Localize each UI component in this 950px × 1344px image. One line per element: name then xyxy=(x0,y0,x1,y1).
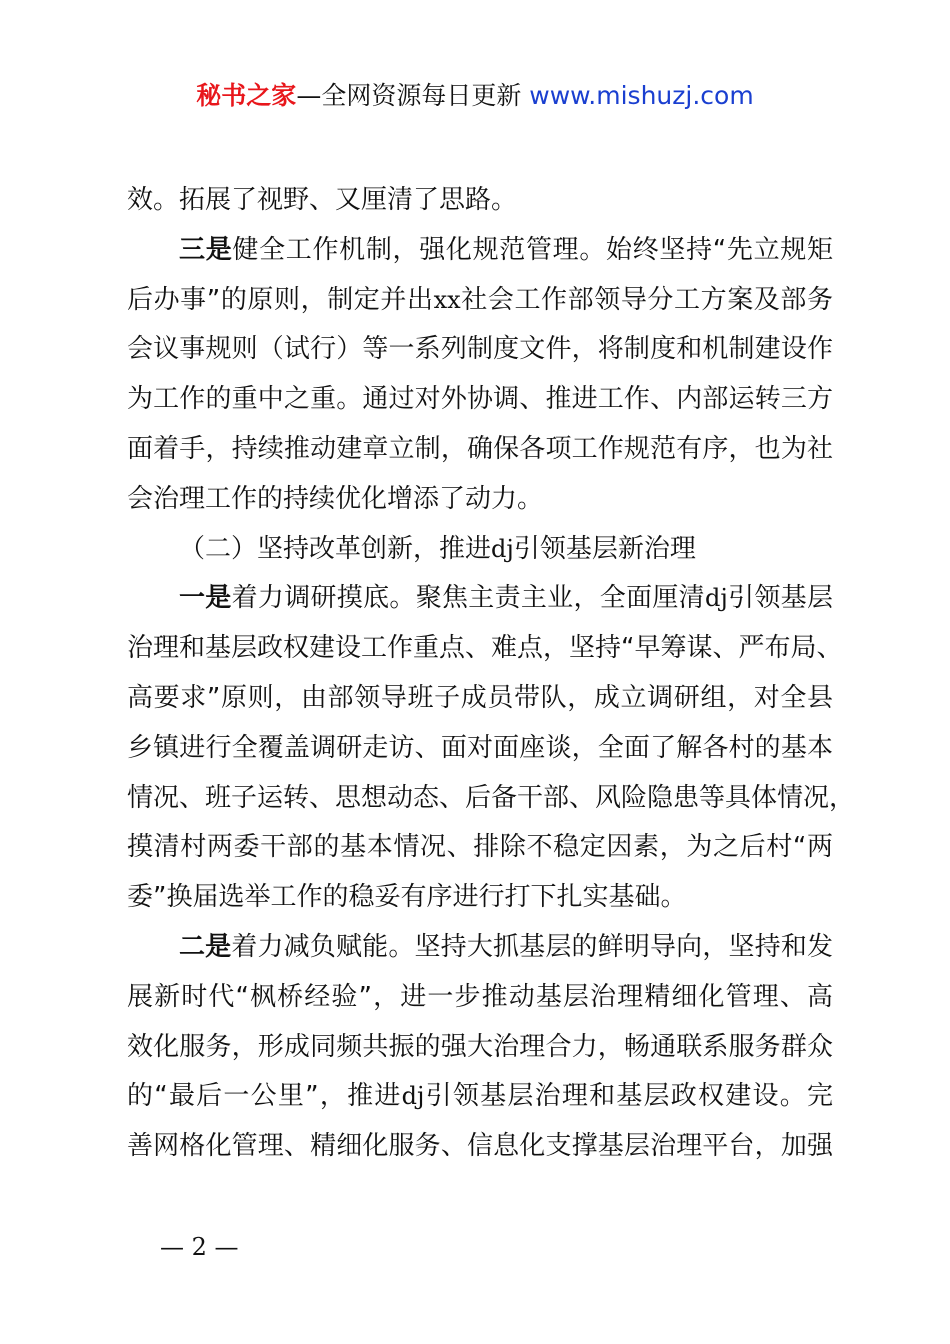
paragraph-line: 为工作的重中之重。通过对外协调、推进工作、内部运转三方 xyxy=(127,384,833,415)
site-watermark-header xyxy=(0,80,950,112)
paragraph-line: 会治理工作的持续优化增添了动力。 xyxy=(127,483,544,514)
section-heading: （二）坚持改革创新，推进dj引领基层新治理 xyxy=(179,533,696,564)
paragraph-line: 展新时代“枫桥经验”，进一步推动基层治理精细化管理、高 xyxy=(127,981,833,1012)
paragraph-line: 效化服务，形成同频共振的强大治理合力，畅通联系服务群众 xyxy=(127,1031,833,1062)
point-lead: 一是 xyxy=(179,583,232,614)
paragraph-line: 委”换届选举工作的稳妥有序进行打下扎实基础。 xyxy=(127,882,687,913)
brand-tagline: —全网资源每日更新 xyxy=(296,81,530,110)
brand-name: 秘书之家 xyxy=(196,81,297,110)
paragraph-line: 高要求”原则，由部领导班子成员带队，成立调研组，对全县 xyxy=(127,682,833,713)
site-url: www.mishuzj.com xyxy=(529,81,754,110)
paragraph-line: 情况、班子运转、思想动态、后备干部、风险隐患等具体情况， xyxy=(127,782,856,813)
point-lead: 三是 xyxy=(179,234,233,265)
paragraph-line: 乡镇进行全覆盖调研走访、面对面座谈，全面了解各村的基本 xyxy=(127,732,833,763)
page-number: — 2 — xyxy=(160,1233,239,1261)
paragraph-line: 后办事”的原则，制定并出xx社会工作部领导分工方案及部务 xyxy=(127,284,833,315)
paragraph-line: 一是着力调研摸底。聚焦主责主业，全面厘清dj引领基层 xyxy=(179,583,833,614)
document-body xyxy=(127,176,856,1172)
paragraph-line: 善网格化管理、精细化服务、信息化支撑基层治理平台，加强 xyxy=(127,1131,833,1162)
paragraph-line: 二是着力减负赋能。坚持大抓基层的鲜明导向，坚持和发 xyxy=(179,931,833,962)
paragraph-line: 三是健全工作机制，强化规范管理。始终坚持“先立规矩 xyxy=(179,234,833,265)
point-lead: 二是 xyxy=(179,931,232,962)
paragraph-line: 摸清村两委干部的基本情况、排除不稳定因素，为之后村“两 xyxy=(127,832,833,863)
paragraph-line: 的“最后一公里”，推进dj引领基层治理和基层政权建设。完 xyxy=(127,1081,833,1112)
paragraph-line: 治理和基层政权建设工作重点、难点，坚持“早筹谋、严布局、 xyxy=(127,633,843,664)
paragraph-line: 会议事规则（试行）等一系列制度文件，将制度和机制建设作 xyxy=(127,334,833,365)
paragraph-line: 面着手，持续推动建章立制，确保各项工作规范有序，也为社 xyxy=(127,433,833,464)
paragraph-line: 效。拓展了视野、又厘清了思路。 xyxy=(127,185,518,215)
